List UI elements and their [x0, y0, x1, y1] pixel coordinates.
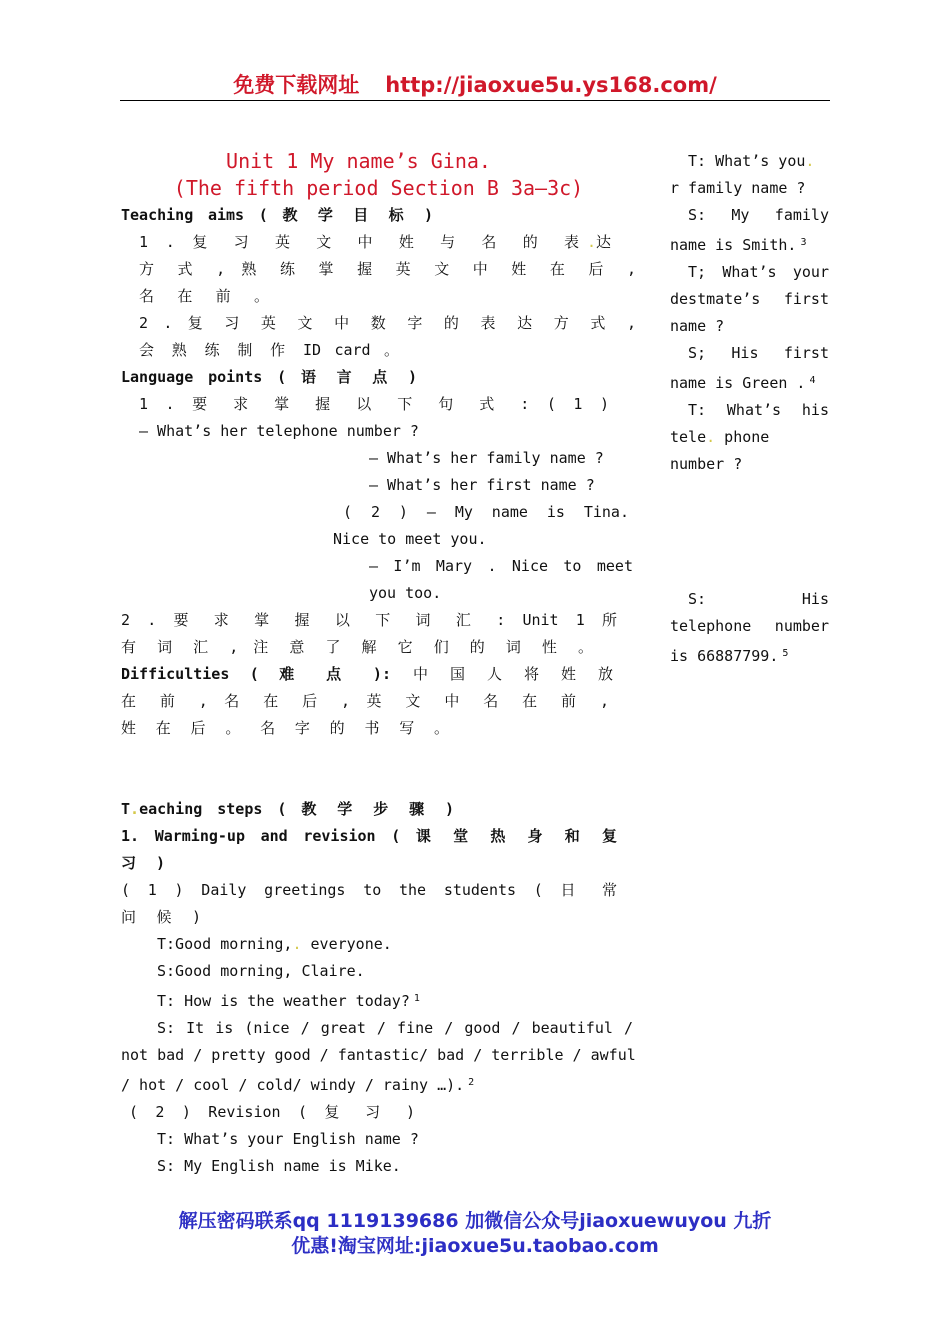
- language-points-heading: Language points ( 语 言 点 ): [121, 368, 417, 386]
- page-footer: [100, 1209, 850, 1259]
- dialogue-s1: S:Good morning, Claire.: [157, 962, 365, 980]
- difficulties-line-3: 姓 在 后 。 名 字 的 书 写 。: [121, 719, 449, 737]
- side-column: [670, 148, 830, 670]
- difficulties-line-1: Difficulties ( 难 点 ): 中 国 人 将 姓 放: [121, 661, 636, 688]
- side-a2-line-1: S; His first: [688, 344, 829, 362]
- teaching-steps-heading: T.eaching steps ( 教 学 步 骤 ): [121, 800, 455, 818]
- side-q1-line-2: r family name ?: [670, 179, 806, 197]
- dialogue-t2: T: How is the weather today? $^1$: [157, 992, 420, 1010]
- dialogue-s2-line-2: not bad / pretty good / fantastic/ bad / terrible / awful: [121, 1046, 636, 1064]
- requirement-2-line-1: 2 . 要 求 掌 握 以 下 词 汇 : Unit 1 所: [121, 611, 617, 629]
- side-q2-line-3: name ?: [670, 317, 725, 335]
- warmup-heading-cont: 习 ): [121, 854, 165, 872]
- side-a3-line-3: is 66887799. $^5$: [670, 647, 789, 665]
- yellow-mark: .: [587, 233, 597, 251]
- side-q3-line-3: number ?: [670, 455, 743, 473]
- yellow-mark: .: [130, 800, 140, 818]
- side-a3-line-1: S: His: [688, 590, 829, 608]
- side-a1-line-1: S: My family: [688, 206, 829, 224]
- aim-2-line-2: 会 熟 练 制 作 ID card 。: [139, 341, 399, 359]
- header-label: 免费下载网址: [233, 73, 360, 97]
- side-q1-line-1: T: What’s you.: [688, 152, 815, 170]
- warmup-heading: 1. Warming-up and revision ( 课 堂 热 身 和 复: [121, 827, 617, 845]
- yellow-mark: .: [706, 428, 716, 446]
- yellow-mark: .: [805, 152, 815, 170]
- side-q3-line-2: tele. phone: [670, 428, 770, 446]
- header-url[interactable]: http://jiaoxue5u.ys168.com/: [385, 73, 717, 97]
- aim-1-line-3: 名 在 前 。: [139, 287, 269, 305]
- main-column: [121, 148, 636, 1180]
- difficulties-line-2: 在 前 , 名 在 后 , 英 文 中 名 在 前 ,: [121, 692, 609, 710]
- dialogue-s2-line-3: / hot / cool / cold/ windy / rainy …). $^2$: [121, 1076, 475, 1094]
- dialogue-s2-line-1: S: It is (nice / great / fine / good / beautiful /: [157, 1019, 633, 1037]
- side-q2-line-1: T; What’s your: [688, 263, 829, 281]
- aim-1-line-1: 1 . 复 习 英 文 中 姓 与 名 的 表 .达: [139, 233, 612, 251]
- sentence-nice-to-meet: Nice to meet you.: [333, 530, 487, 548]
- side-a3-line-2: telephone number: [670, 617, 829, 635]
- sentence-tina: ( 2 ) — My name is Tina.: [343, 503, 629, 521]
- daily-greetings-cont: 问 候 ): [121, 908, 201, 926]
- sentence-you-too: you too.: [369, 584, 442, 602]
- difficulties-heading: Difficulties ( 难 点 ):: [121, 665, 391, 683]
- sentence-mary: — I’m Mary . Nice to meet: [369, 557, 633, 575]
- teaching-aims-heading: Teaching aims ( 教 学 目 标 ): [121, 206, 433, 224]
- side-a1-line-2: name is Smith. $^3$: [670, 236, 807, 254]
- dialogue-t3: T: What’s your English name ?: [157, 1130, 419, 1148]
- dialogue-s3: S: My English name is Mike.: [157, 1157, 401, 1175]
- side-q3-line-1: T: What’s his: [688, 401, 829, 419]
- sentence-family-name: — What’s her family name ?: [369, 449, 604, 467]
- revision-heading: ( 2 ) Revision ( 复 习 ): [129, 1103, 415, 1121]
- lesson-title: Unit 1 My name’s Gina.: [226, 149, 491, 173]
- daily-greetings: ( 1 ) Daily greetings to the students ( 日 常: [121, 881, 617, 899]
- page-header: [120, 70, 830, 101]
- footer-line-2: 优惠!淘宝网址:jiaoxue5u.taobao.com: [291, 1235, 659, 1257]
- aim-1-line-2: 方 式 , 熟 练 掌 握 英 文 中 姓 在 后 ,: [139, 260, 636, 278]
- yellow-mark: .: [292, 935, 302, 953]
- requirement-2-line-2: 有 词 汇 , 注 意 了 解 它 们 的 词 性 。: [121, 638, 593, 656]
- sentence-first-name: — What’s her first name ?: [369, 476, 595, 494]
- sentence-telephone: — What’s her telephone number ?: [139, 422, 419, 440]
- aim-2-line-1: 2 . 复 习 英 文 中 数 字 的 表 达 方 式 ,: [139, 314, 636, 332]
- requirement-1: 1 . 要 求 掌 握 以 下 句 式 : ( 1 ): [139, 395, 609, 413]
- footer-line-1: 解压密码联系qq 1119139686 加微信公众号jiaoxuewuyou 九折: [178, 1210, 772, 1232]
- side-a2-line-2: name is Green . $^4$: [670, 374, 816, 392]
- lesson-subtitle: (The fifth period Section B 3a—3c): [173, 176, 584, 200]
- side-q2-line-2: destmate’s first: [670, 290, 829, 308]
- dialogue-t1: T:Good morning,. everyone.: [157, 935, 392, 953]
